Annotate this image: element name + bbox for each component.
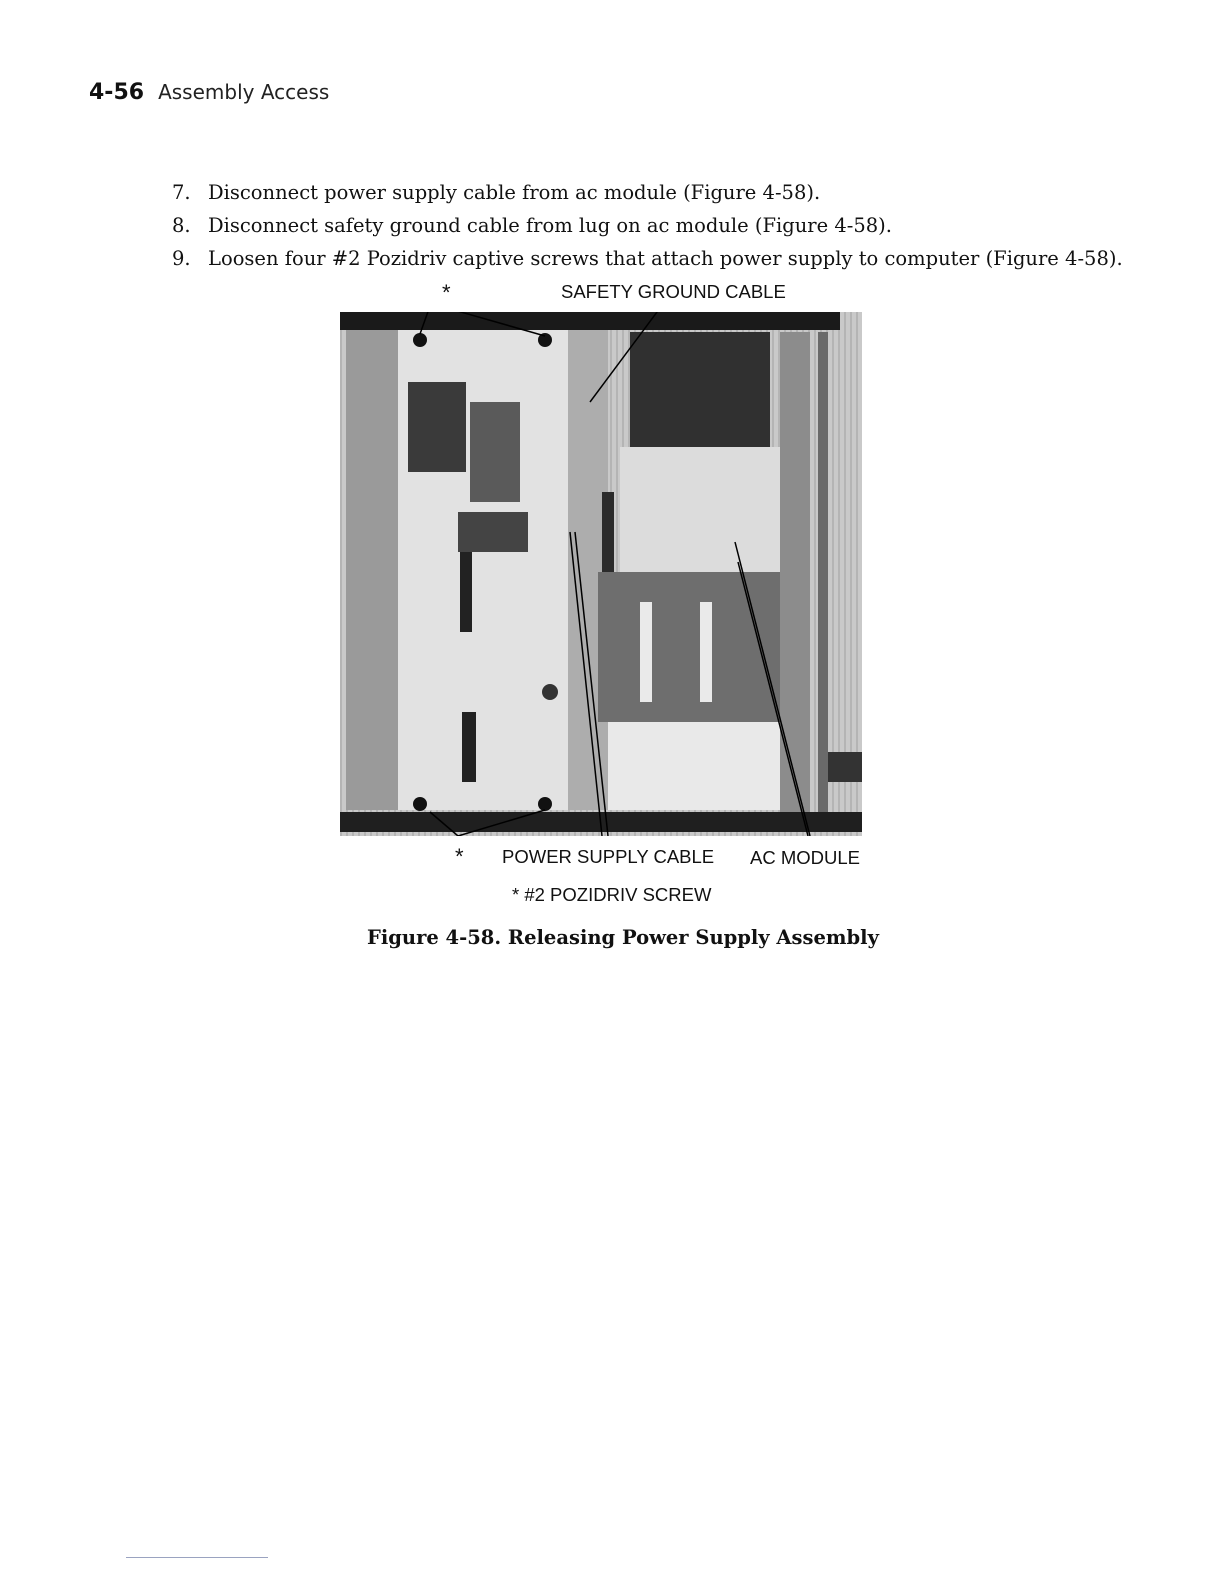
section-title: Assembly Access: [158, 80, 330, 104]
page-header: [89, 80, 329, 105]
asterisk-label-bottom: *: [455, 844, 464, 869]
ac-module-label: AC MODULE: [750, 847, 860, 868]
step-text: Disconnect safety ground cable from lug on ac module (Figure 4-58).: [208, 214, 892, 237]
step-item: [172, 244, 1123, 277]
step-text: Loosen four #2 Pozidriv captive screws that attach power supply to computer (Figure 4-58).: [208, 247, 1123, 270]
asterisk-label-top: *: [442, 280, 451, 305]
footer-rule: [126, 1557, 268, 1558]
step-text: Disconnect power supply cable from ac module (Figure 4-58).: [208, 181, 821, 204]
page-number: 4-56: [89, 80, 145, 105]
step-item: [172, 211, 1123, 244]
step-number: 8.: [172, 214, 191, 237]
screw-legend: * #2 POZIDRIV SCREW: [512, 884, 712, 905]
power-supply-cable-label: POWER SUPPLY CABLE: [502, 846, 715, 867]
step-number: 7.: [172, 181, 191, 204]
step-item: [172, 178, 1123, 211]
figure-caption: Figure 4-58. Releasing Power Supply Assembly: [367, 926, 879, 949]
safety-ground-cable-label: SAFETY GROUND CABLE: [561, 281, 786, 302]
step-number: 9.: [172, 247, 191, 270]
power-supply-photo: [340, 312, 862, 836]
figure-4-58: [340, 278, 870, 918]
procedure-steps: [172, 178, 1123, 277]
